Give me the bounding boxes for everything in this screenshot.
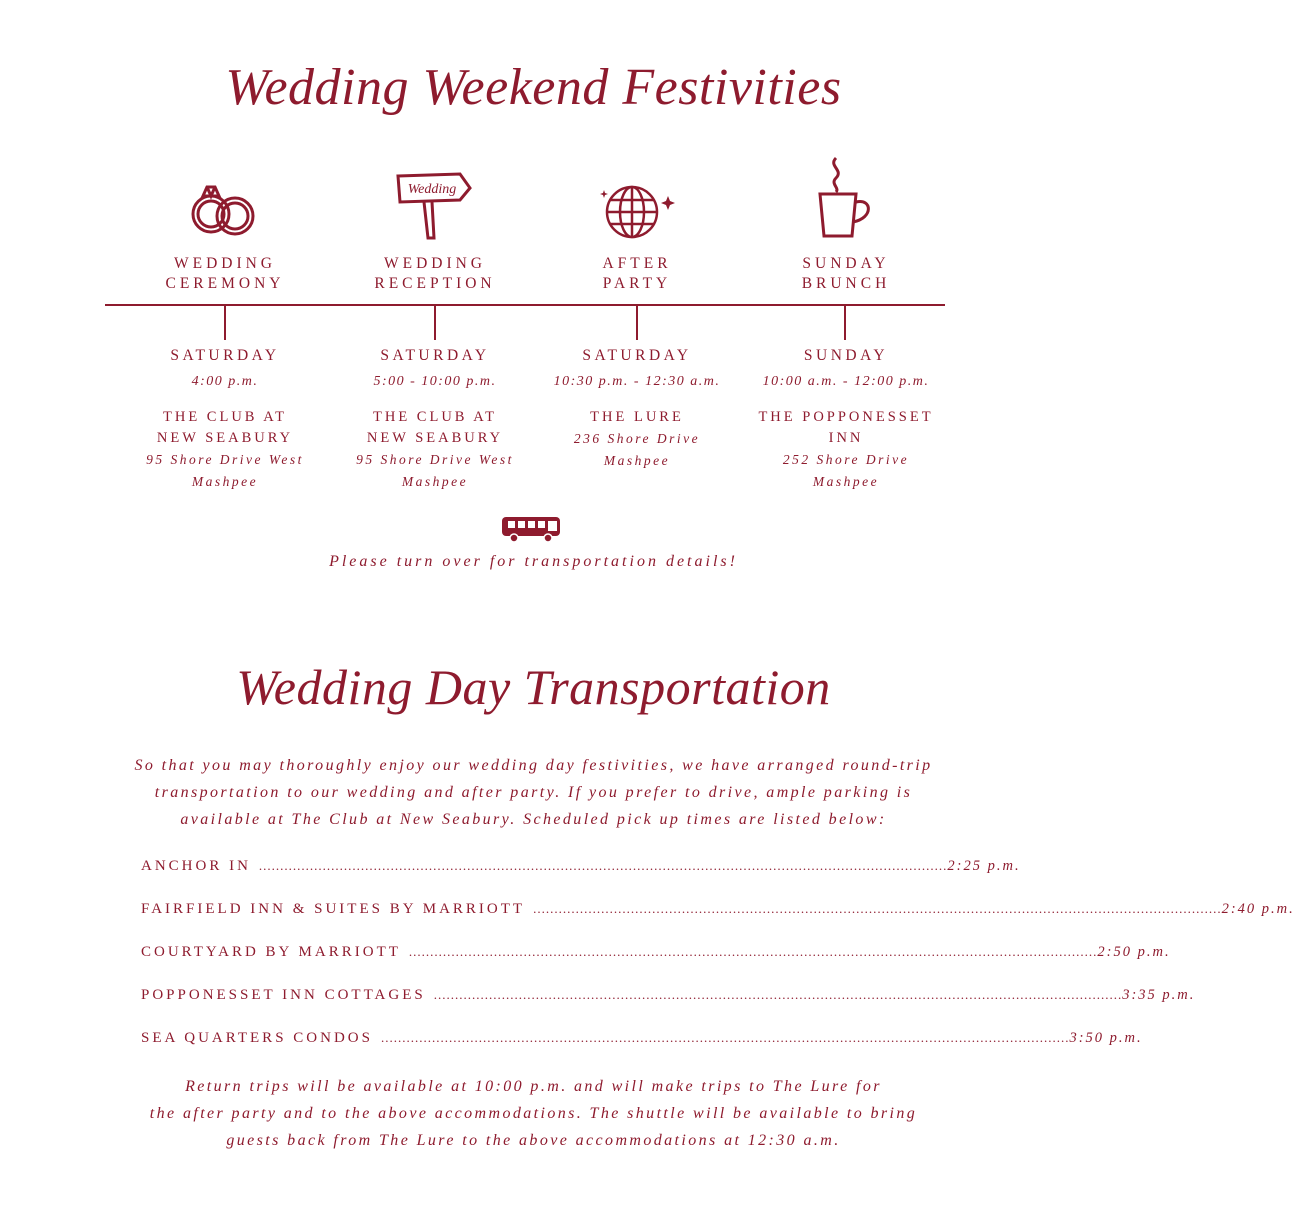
address-line2: Mashpee [603,453,671,468]
schedule-location: ANCHOR IN [141,858,251,874]
rings-icon [115,168,335,240]
event-name-line2: PARTY [602,275,672,292]
return-line2: the after party and to the above accommodations. The shuttle will be available to bring [149,1105,918,1122]
schedule-location: POPPONESSET INN COTTAGES [141,987,426,1003]
event-day: SATURDAY [380,347,490,364]
venue-line2: NEW SEABURY [156,430,294,446]
leader-dots: .................................................................................................................................................................. [380,1030,1070,1045]
schedule-location: COURTYARD BY MARRIOTT [141,944,401,960]
event-name-line1: AFTER [602,255,672,272]
return-line1: Return trips will be available at 10:00 p.m. and will make trips to The Lure for [185,1078,882,1095]
event-name-line1: WEDDING [383,255,487,272]
event-name-line1: SUNDAY [802,255,890,272]
event-details-after-party [527,346,747,472]
event-name-line2: RECEPTION [374,275,496,292]
return-line3: guests back from The Lure to the above accommodations at 12:30 a.m. [226,1132,841,1149]
bus-icon [500,514,564,549]
transportation-note: Please turn over for transportation details! [329,553,738,570]
event-day: SATURDAY [170,347,280,364]
event-name-line2: BRUNCH [801,275,891,292]
timeline-tick [434,306,436,340]
wedding-sign-icon [325,168,545,240]
leader-dots: .................................................................................................................................................................. [433,987,1123,1002]
event-name-line1: WEDDING [173,255,277,272]
intro-line1: So that you may thoroughly enjoy our wedding day festivities, we have arranged round-trip [134,757,933,774]
schedule-row [141,944,1171,961]
transportation-intro [100,752,967,833]
venue-line2: NEW SEABURY [366,430,504,446]
event-name-line2: CEREMONY [165,275,285,292]
timeline-tick [636,306,638,340]
sign-text: Wedding [407,182,457,197]
schedule-row [141,1030,1143,1047]
event-details-ceremony [115,346,335,493]
address-line2: Mashpee [401,474,469,489]
festivities-title: Wedding Weekend Festivities [225,59,842,116]
return-trip-info [100,1073,967,1154]
event-after-party [527,168,747,294]
schedule-row [141,901,1295,918]
event-day: SUNDAY [803,347,889,364]
event-sunday-brunch [736,168,956,294]
event-time: 10:30 p.m. - 12:30 a.m. [553,374,721,389]
event-time: 5:00 - 10:00 p.m. [373,374,497,389]
schedule-time: 3:35 p.m. [1122,987,1196,1003]
schedule-location: SEA QUARTERS CONDOS [141,1030,373,1046]
venue-line1: THE POPPONESSET [758,409,934,425]
event-time: 10:00 a.m. - 12:00 p.m. [762,374,930,389]
address-line2: Mashpee [812,474,880,489]
schedule-row [141,987,1196,1004]
intro-line2: transportation to our wedding and after party. If you prefer to drive, ample parking is [154,784,913,801]
venue-line1: THE CLUB AT [162,409,288,425]
coffee-mug-icon [736,168,956,240]
event-wedding-reception [325,168,545,294]
event-details-reception [325,346,545,493]
schedule-location: FAIRFIELD INN & SUITES BY MARRIOTT [141,901,526,917]
address-line1: 95 Shore Drive West [146,452,304,467]
schedule-time: 3:50 p.m. [1069,1030,1143,1046]
timeline-tick [224,306,226,340]
address-line2: Mashpee [191,474,259,489]
venue-line1: THE LURE [590,409,684,425]
leader-dots: .................................................................................................................................................................. [408,944,1098,959]
venue-line1: THE CLUB AT [372,409,498,425]
address-line1: 252 Shore Drive [782,452,910,467]
timeline-line [105,304,945,306]
address-line1: 236 Shore Drive [573,431,701,446]
venue-line2: INN [828,430,864,446]
schedule-time: 2:50 p.m. [1097,944,1171,960]
timeline-tick [844,306,846,340]
leader-dots: .................................................................................................................................................................. [533,901,1222,916]
schedule-row [141,858,1021,875]
schedule-time: 2:40 p.m. [1221,901,1295,917]
disco-ball-icon [527,168,747,240]
leader-dots: .................................................................................................................................................................. [258,858,948,873]
event-wedding-ceremony [115,168,335,294]
transportation-title: Wedding Day Transportation [236,659,831,715]
event-details-brunch [736,346,956,493]
address-line1: 95 Shore Drive West [356,452,514,467]
event-time: 4:00 p.m. [191,374,259,389]
event-day: SATURDAY [582,347,692,364]
intro-line3: available at The Club at New Seabury. Scheduled pick up times are listed below: [180,811,887,828]
schedule-time: 2:25 p.m. [947,858,1021,874]
